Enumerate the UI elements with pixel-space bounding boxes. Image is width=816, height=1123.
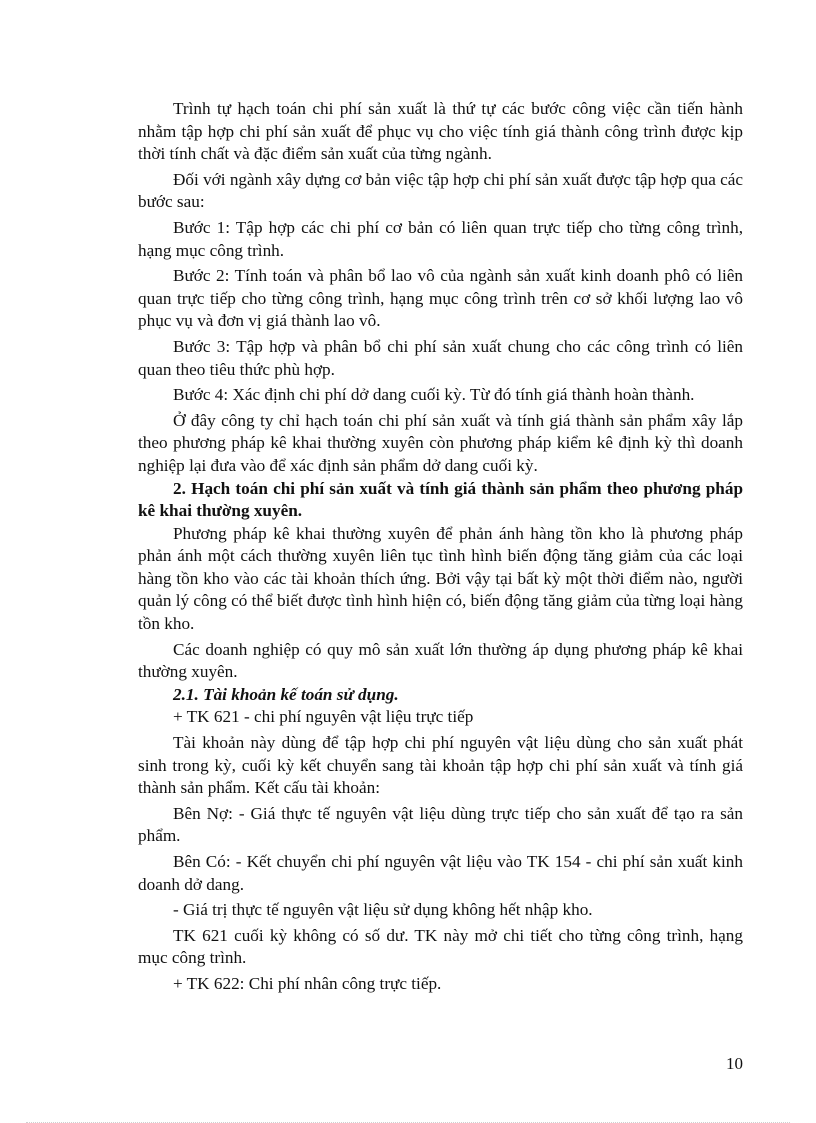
paragraph-debit-side: Bên Nợ: - Giá thực tế nguyên vật liệu dùng trực tiếp cho sản xuất để tạo ra sản phẩm. — [138, 803, 743, 846]
page-number: 10 — [726, 1054, 743, 1073]
paragraph-intro: Trình tự hạch toán chi phí sản xuất là thứ tự các bước công việc cần tiến hành nhằm tập hợp chi phí sản xuất để phục vụ cho việc tính giá thành công trình được kịp thời tính chất và đặc điểm sản xuất của từng ngành. — [138, 99, 743, 164]
paragraph-large-enterprises: Các doanh nghiệp có quy mô sản xuất lớn thường áp dụng phương pháp kê khai thường xuyên. — [138, 639, 743, 682]
paragraph-method-description: Phương pháp kê khai thường xuyên để phản ánh hàng tồn kho là phương pháp phản ánh một cách thường xuyên liên tục tình hình biến động tăng giảm của các loại hàng tồn kho vào các tài khoản thích ứng. Bởi vậy tại bất kỳ một thời điểm nào, người quản lý công có thể biết được tình hình hiện có, biến động tăng giảm của từng loại hàng tồn kho. — [138, 523, 743, 634]
paragraph-tk622: + TK 622: Chi phí nhân công trực tiếp. — [173, 973, 442, 993]
paragraph-tk621-usage: Tài khoản này dùng để tập hợp chi phí nguyên vật liệu dùng cho sản xuất phát sinh trong kỳ, cuối kỳ kết chuyển sang tài khoản tập hợp chi phí sản xuất và tính giá thành sản phẩm. Kết cấu tài khoản: — [138, 733, 743, 798]
paragraph-step-2: Bước 2: Tính toán và phân bổ lao vô của ngành sản xuất kinh doanh phô có liên quan trực tiếp cho từng công trình, hạng mục công trình trên cơ sở khối lượng lao vô phục vụ và đơn vị giá thành lao vô. — [138, 266, 743, 331]
paragraph-steps-intro: Đối với ngành xây dựng cơ bản việc tập hợp chi phí sản xuất được tập hợp qua các bước sau: — [138, 169, 743, 212]
paragraph-credit-side-2: - Giá trị thực tế nguyên vật liệu sử dụng không hết nhập kho. — [173, 900, 593, 920]
section-heading: 2. Hạch toán chi phí sản xuất và tính giá thành sản phẩm theo phương pháp kê khai thường xuyên. — [138, 478, 743, 521]
page-body — [138, 98, 743, 996]
paragraph-tk621: + TK 621 - chi phí nguyên vật liệu trực tiếp — [173, 707, 474, 727]
subsection-heading: 2.1. Tài khoản kế toán sử dụng. — [173, 684, 399, 704]
paragraph-tk621-balance: TK 621 cuối kỳ không có số dư. TK này mở chi tiết cho từng công trình, hạng mục công trình. — [138, 925, 743, 968]
paragraph-step-4: Bước 4: Xác định chi phí dở dang cuối kỳ. Từ đó tính giá thành hoàn thành. — [173, 385, 695, 405]
paragraph-step-3: Bước 3: Tập hợp và phân bổ chi phí sản xuất chung cho các công trình có liên quan theo tiêu thức phù hợp. — [138, 336, 743, 379]
paragraph-step-1: Bước 1: Tập hợp các chi phí cơ bản có liên quan trực tiếp cho từng công trình, hạng mục công trình. — [138, 217, 743, 260]
paragraph-credit-side: Bên Có: - Kết chuyển chi phí nguyên vật liệu vào TK 154 - chi phí sản xuất kinh doanh dở dang. — [138, 852, 743, 894]
paragraph-company-method: Ở đây công ty chỉ hạch toán chi phí sản xuất và tính giá thành sản phẩm xây lắp theo phương pháp kê khai thường xuyên còn phương pháp kiểm kê định kỳ thì doanh nghiệp lại đưa vào để xác định sản phẩm dở dang cuối kỳ. — [138, 410, 743, 475]
